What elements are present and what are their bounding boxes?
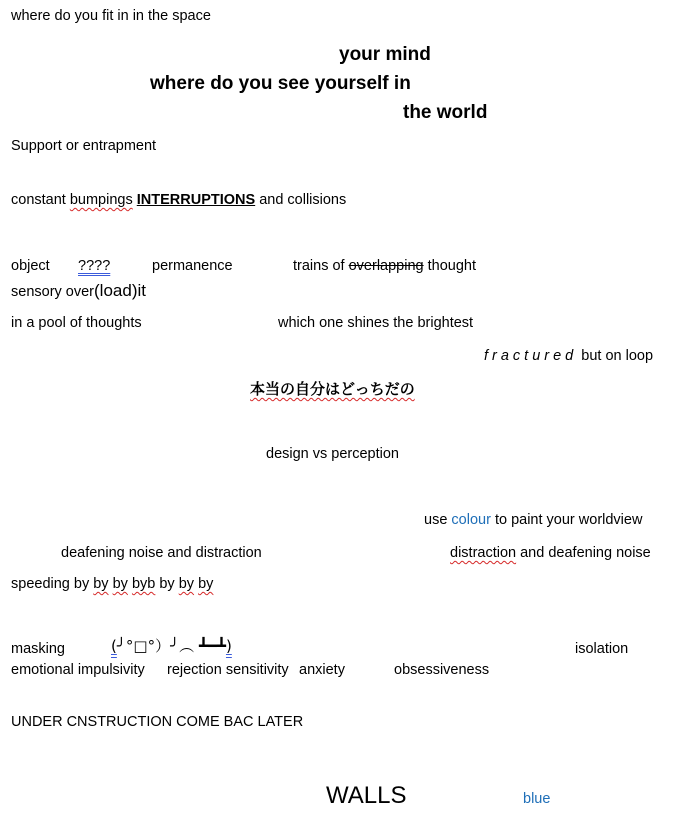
word-permanence: permanence — [152, 258, 233, 274]
word-obsessiveness: obsessiveness — [394, 662, 490, 678]
text-fragment: ( — [111, 637, 117, 655]
word-object: object — [11, 258, 50, 274]
text-fragment: ) — [225, 637, 232, 655]
text-fragment: trains of — [293, 258, 349, 274]
word-anxiety: anxiety — [299, 662, 345, 678]
line-deafening: deafening noise and distraction — [61, 545, 262, 561]
misspelled-word: byb — [131, 576, 156, 592]
line-support: Support or entrapment — [11, 138, 157, 154]
line-trains — [293, 258, 476, 275]
line-sensory — [11, 281, 146, 301]
text-fragment: sensory over — [11, 284, 95, 300]
word-isolation: isolation — [575, 641, 629, 657]
fractured-word: fractured — [484, 348, 578, 364]
blue-word: colour — [451, 512, 491, 528]
line-the-world: the world — [403, 102, 488, 123]
line-design: design vs perception — [266, 446, 399, 462]
text-fragment: and deafening noise — [516, 545, 651, 561]
line-brightest: which one shines the brightest — [278, 315, 474, 331]
line-speeding — [11, 576, 213, 593]
text-fragment: constant — [11, 192, 70, 208]
line-your-mind: your mind — [339, 44, 431, 65]
line-under-construction: UNDER CNSTRUCTION COME BAC LATER — [11, 714, 304, 730]
line-fractured — [484, 348, 653, 365]
word-rejection-sensitivity: rejection sensitivity — [167, 662, 289, 678]
text-fragment: to paint your worldview — [490, 512, 643, 528]
line-where-fit: where do you fit in in the space — [11, 8, 211, 24]
line-japanese: 本当の自分はどっちだの — [250, 380, 415, 398]
misspelled-word: by — [93, 576, 109, 592]
word-walls: WALLS — [326, 782, 407, 809]
misspelled-word: by — [198, 576, 214, 592]
text-fragment: but on loop — [577, 348, 654, 364]
line-constant — [11, 192, 346, 209]
word-masking: masking — [11, 641, 65, 657]
text-fragment: speeding by — [11, 576, 94, 592]
text-fragment: ╯°□°）╯︵ ┻━┻ — [116, 637, 226, 655]
table-flip-emoticon — [111, 637, 232, 655]
line-colour — [424, 512, 642, 529]
line-where-see: where do you see yourself in — [150, 73, 411, 94]
misspelled-word: by — [178, 576, 195, 592]
line-distraction — [450, 545, 651, 562]
text-fragment: and collisions — [255, 192, 347, 208]
line-pool: in a pool of thoughts — [11, 315, 142, 331]
text-fragment: thought — [423, 258, 477, 274]
text-fragment-large: it — [137, 281, 146, 300]
misspelled-word: by — [112, 576, 128, 592]
struck-word: overlapping — [348, 258, 424, 274]
misspelled-word: bumpings — [69, 192, 133, 208]
word-blue: blue — [523, 791, 551, 807]
word-question-marks: ???? — [78, 258, 111, 274]
text-fragment-large: (load) — [94, 281, 138, 300]
text-fragment: use — [424, 512, 452, 528]
misspelled-word: distraction — [450, 545, 517, 561]
word-emotional-impulsivity: emotional impulsivity — [11, 662, 145, 678]
emphasis-word: INTERRUPTIONS — [136, 192, 256, 208]
text-fragment: by — [155, 576, 179, 592]
